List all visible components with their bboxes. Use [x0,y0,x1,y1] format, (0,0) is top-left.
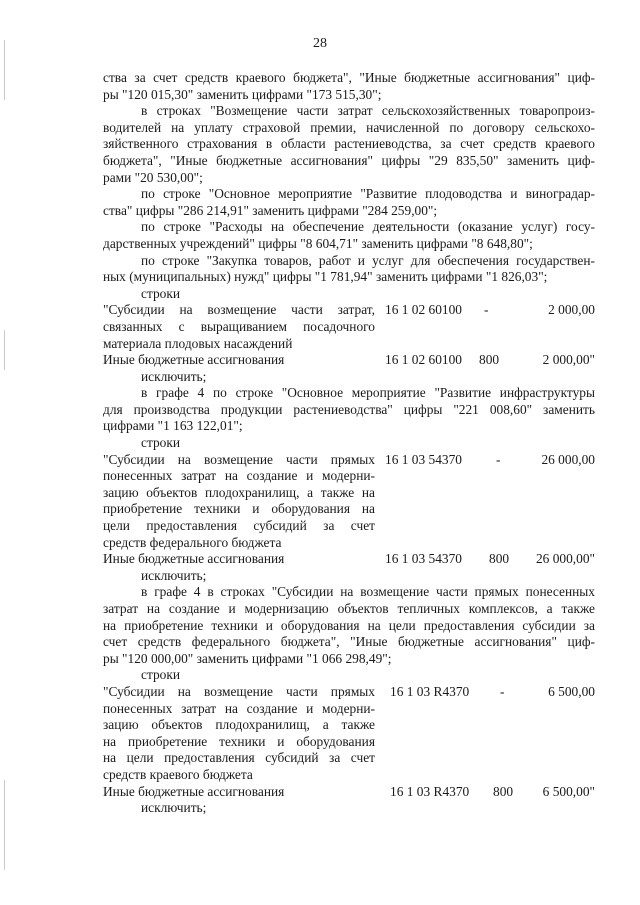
text-line: Иные бюджетные ассигнования [103,551,285,567]
text-line: бюджета", "Иные бюджетные ассигнования" цифры "29 835,50" заменить циф- [103,152,595,168]
paragraph-5 [103,253,595,286]
text-line: ства" цифры "286 214,91" заменить цифрами "284 259,00"; [103,202,438,218]
exclude-text: исключить; [141,567,207,583]
text-line: зацию объектов плодохранилищ, а также [103,717,375,733]
text-line: рами "20 530,00"; [103,169,203,185]
row-amount: 6 500,00 [548,683,595,699]
row-amount: 26 000,00 [541,451,595,467]
text-line: связанных с выращиванием посадочного [103,318,375,334]
paragraph-7 [103,584,595,667]
text-line: по строке "Основное мероприятие "Развитие плодоводства и виноградар- [141,186,595,202]
row-code: 16 1 03 R4370 [390,783,470,799]
text-line: на приобретение техники и оборудования [103,733,375,749]
row-amount: 26 000,00" [535,551,595,567]
row-name [103,551,375,568]
paragraph-1 [103,70,595,103]
text-line: в строках "Возмещение части затрат сельскохозяйственных товаропроиз- [141,103,595,119]
row-vr: 800 [479,352,500,368]
row-vr: - [500,683,505,699]
text-line: затрат на создание и модернизацию объектов тепличных комплексов, а также [103,601,595,616]
row-code: 16 1 02 60100 [385,352,462,368]
row-vr: 800 [489,551,510,567]
text-line: на приобретение техники и оборудования на цели предоставления субсидии за [103,617,595,633]
text-line: на цели предоставления субсидий за счет [103,750,375,766]
rows-label: строки [141,435,181,451]
table-row [103,551,595,568]
paragraph-6 [103,385,595,435]
text-line: по строке "Закупка товаров, работ и услуг для обеспечения государствен- [141,252,595,268]
paragraph-4 [103,219,595,252]
text-line: цифрами "1 163 122,01"; [103,418,243,434]
document-body [103,70,595,817]
text-line: понесенных затрат на создание и модерни- [103,700,375,716]
page-number: 28 [313,36,327,51]
text-line: Иные бюджетные ассигнования [103,352,285,368]
rows-label: строки [141,667,181,683]
text-line: в графе 4 в строках "Субсидии на возмещение части прямых понесенных [141,584,595,600]
text-line: ры "120 000,00" заменить цифрами "1 066 298,49"; [103,650,392,666]
row-code: 16 1 03 R4370 [390,683,470,699]
text-line: ства за счет средств краевого бюджета", "Иные бюджетные ассигнования" циф- [103,70,595,85]
table-row [103,302,595,352]
rows-label: строки [141,285,181,301]
row-code: 16 1 03 54370 [385,551,462,567]
row-amount: 6 500,00" [542,783,595,799]
text-line: ных (муниципальных) нужд" цифры "1 781,94" заменить цифрами "1 826,03"; [103,269,548,285]
row-name [103,784,375,801]
row-name [103,452,375,552]
exclude-text: исключить; [141,800,207,816]
text-line: Иные бюджетные ассигнования [103,783,285,799]
text-line: в графе 4 по строке "Основное мероприятие "Развитие инфраструктуры [141,385,595,401]
text-line: средств федерального бюджета [103,534,282,550]
text-line: приобретение техники и оборудования на [103,501,375,517]
exclude-text: исключить; [141,368,207,384]
row-code: 16 1 03 54370 [385,451,462,467]
text-line: понесенных затрат на создание и модерни- [103,468,375,484]
row-amount: 2 000,00" [542,352,595,368]
row-code: 16 1 02 60100 [385,302,462,318]
text-line: цели предоставления субсидий за счет [103,518,375,534]
table-row [103,784,595,801]
text-line: материала плодовых насаждений [103,335,293,351]
scan-edge-mark [4,780,5,870]
text-line: счет средств федерального бюджета", "Иные бюджетные ассигнования" циф- [103,634,595,650]
text-line: "Субсидии на возмещение части прямых [103,451,375,467]
row-vr: 800 [493,783,514,799]
table-row [103,684,595,784]
row-name [103,302,375,352]
text-line: ры "120 015,30" заменить цифрами "173 515,30"; [103,86,382,102]
table-row [103,452,595,552]
text-line: водителей на уплату страховой премии, начисленной по договору сельскохо- [103,119,595,135]
text-line: средств краевого бюджета [103,766,253,782]
text-line: "Субсидии на возмещение части затрат, [103,302,375,318]
text-line: зацию объектов плодохранилищ, а также на [103,484,375,500]
row-name [103,684,375,784]
row-vr: - [484,302,489,318]
paragraph-2 [103,103,595,186]
row-amount: 2 000,00 [548,302,595,318]
text-line: зяйственного страхования в области растениеводства, за счет средств краевого [103,136,595,152]
text-line: "Субсидии на возмещение части прямых [103,683,375,699]
paragraph-3 [103,186,595,219]
scan-edge-mark [4,330,5,370]
text-line: для производства продукции растениеводства" цифры "221 008,60" заменить [103,401,595,417]
text-line: по строке "Расходы на обеспечение деятельности (оказание услуг) госу- [141,219,595,235]
table-row [103,352,595,369]
text-line: дарственных учреждений" цифры "8 604,71" заменить цифрами "8 648,80"; [103,235,533,251]
row-name [103,352,375,369]
row-vr: - [496,451,501,467]
